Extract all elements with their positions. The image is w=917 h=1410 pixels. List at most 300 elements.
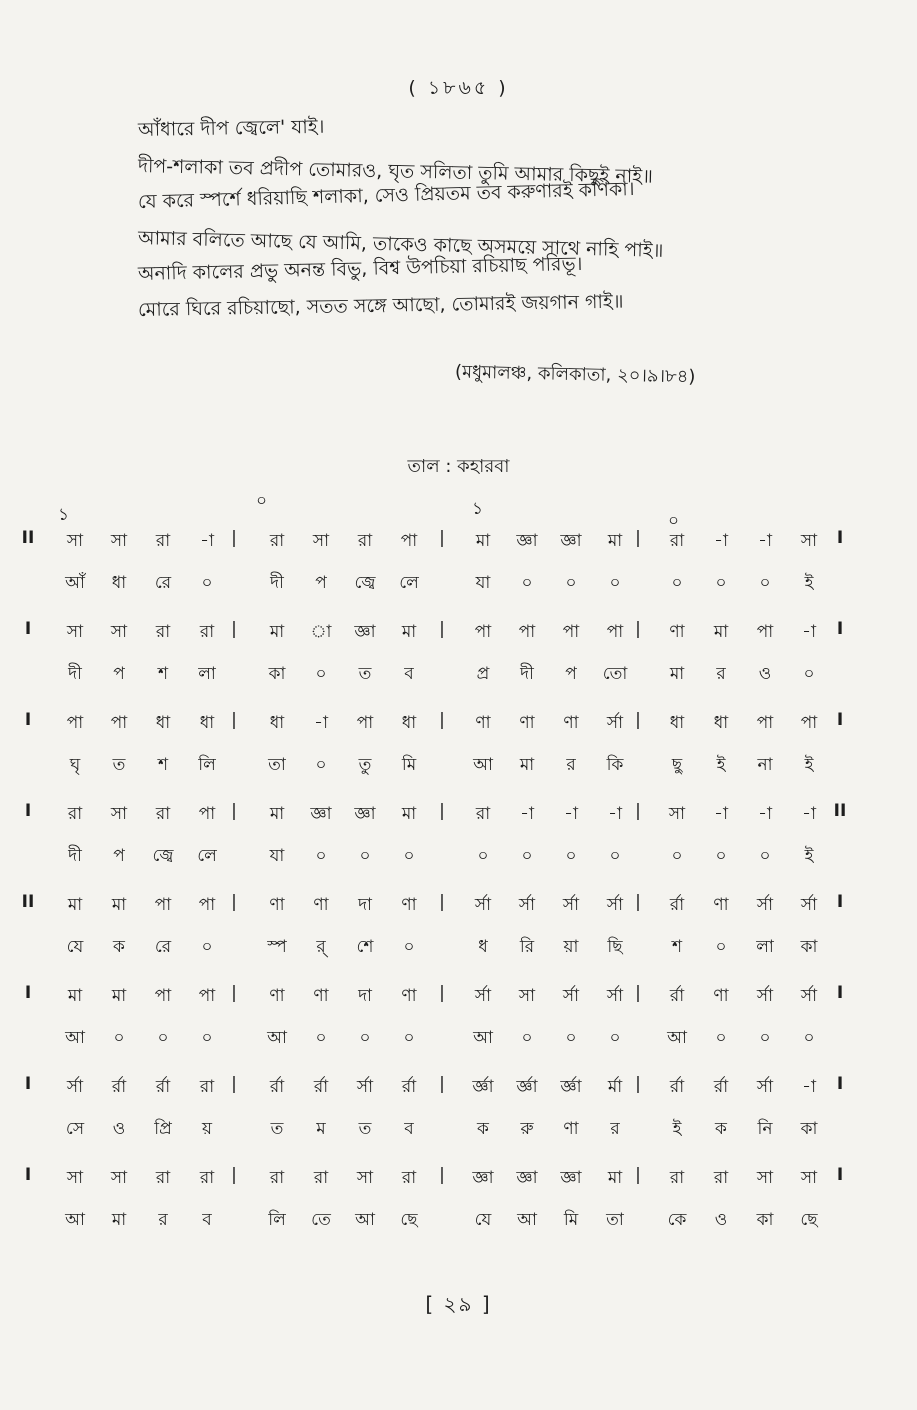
note-cell: মা xyxy=(475,531,491,551)
beat-barline: | xyxy=(635,528,641,548)
lyric-line: মোরে ঘিরে রচিয়াছো, সতত সঙ্গে আছো, তোমারই জয়গান গাই॥ xyxy=(137,290,624,321)
note-cell: মা xyxy=(607,1168,623,1188)
note-cell: র্রা xyxy=(313,1077,329,1097)
syllable-cell: নি xyxy=(757,1119,773,1139)
note-cell: র্সা xyxy=(518,895,536,915)
syllable-cell: প xyxy=(315,573,327,593)
beat-barline: | xyxy=(439,801,445,821)
syllable-cell: ০ xyxy=(715,573,727,593)
note-cell: মা xyxy=(269,622,285,642)
note-cell: র্সা xyxy=(800,895,818,915)
syllable-cell: ই xyxy=(716,755,726,775)
syllable-cell: মা xyxy=(111,1210,127,1230)
note-cell: -া xyxy=(564,804,578,824)
swaralipi-row xyxy=(20,801,880,841)
note-cell: দা xyxy=(358,986,372,1006)
end-barline: I xyxy=(836,619,844,639)
note-cell: র্রা xyxy=(713,1077,729,1097)
note-cell: সা xyxy=(110,1168,128,1188)
lyric-line: দীপ-শলাকা তব প্রদীপ তোমারও, ঘৃত সলিতা তুমি আমার কিছুই নাই॥ xyxy=(137,155,654,188)
syllable-cell: র xyxy=(566,755,576,775)
note-cell: জ্ঞা xyxy=(560,531,582,551)
note-cell: রা xyxy=(669,531,685,551)
note-cell: সা xyxy=(66,1168,84,1188)
note-cell: পা xyxy=(198,895,216,915)
note-cell: মা xyxy=(269,804,285,824)
lyric-syllable-row xyxy=(20,1207,880,1247)
note-cell: ধা xyxy=(401,713,417,733)
note-cell: মা xyxy=(67,895,83,915)
syllable-cell: লে xyxy=(399,573,419,593)
syllable-cell: ০ xyxy=(113,1028,125,1048)
lyric-line: যে করে স্পর্শে ধরিয়াছি শলাকা, সেও প্রিয়তম তব করুণারই কণিকা। xyxy=(137,178,635,213)
syllable-cell: ০ xyxy=(759,1028,771,1048)
syllable-cell: ছে xyxy=(400,1210,418,1230)
end-barline: I xyxy=(836,1165,844,1185)
syllable-cell: রে xyxy=(154,937,172,957)
beat-barline: | xyxy=(439,1074,445,1094)
note-cell: পা xyxy=(356,713,374,733)
beat-barline: | xyxy=(231,619,237,639)
syllable-cell: ও xyxy=(112,1119,126,1139)
syllable-cell: র xyxy=(716,664,726,684)
note-cell: র্রা xyxy=(269,1077,285,1097)
notation-block xyxy=(20,983,880,1074)
syllable-cell: ত xyxy=(112,755,126,775)
syllable-cell: ০ xyxy=(715,937,727,957)
note-cell: জ্ঞা xyxy=(310,804,332,824)
syllable-cell: আ xyxy=(473,1028,493,1048)
note-cell: -া xyxy=(802,622,816,642)
syllable-cell: আ xyxy=(65,1028,85,1048)
syllable-cell: ও xyxy=(758,664,772,684)
syllable-cell: আঁ xyxy=(65,573,85,593)
beat-barline: | xyxy=(231,1074,237,1094)
note-cell: র্সা xyxy=(66,1077,84,1097)
note-cell: মা xyxy=(713,622,729,642)
syllable-cell: আ xyxy=(517,1210,537,1230)
note-cell: র্সা xyxy=(606,986,624,1006)
note-cell: রা xyxy=(357,531,373,551)
end-barline: I xyxy=(836,1074,844,1094)
swaralipi-row xyxy=(20,528,880,568)
note-cell: মা xyxy=(401,622,417,642)
note-cell: সা xyxy=(66,622,84,642)
note-cell: রা xyxy=(199,1168,215,1188)
syllable-cell: আ xyxy=(267,1028,287,1048)
beat-marks-row xyxy=(20,488,880,531)
syllable-cell: ০ xyxy=(565,1028,577,1048)
syllable-cell: ০ xyxy=(609,846,621,866)
syllable-cell: ০ xyxy=(803,1028,815,1048)
lyric-line: আঁধারে দীপ জ্বেলে' যাই। xyxy=(137,115,325,141)
note-cell: র্রা xyxy=(669,895,685,915)
syllable-cell: কা xyxy=(268,664,286,684)
syllable-cell: যা xyxy=(269,846,285,866)
beat-barline: | xyxy=(439,619,445,639)
note-cell: জ্ঞা xyxy=(354,804,376,824)
note-cell: র্সা xyxy=(756,895,774,915)
note-cell: রা xyxy=(155,531,171,551)
syllable-cell: না xyxy=(757,755,773,775)
syllable-cell: শ xyxy=(157,664,169,684)
note-cell: -া xyxy=(758,804,772,824)
beat-barline: | xyxy=(231,801,237,821)
source-citation: (মধুমালঞ্চ, কলিকাতা, ২০।৯।৮৪) xyxy=(454,361,696,388)
note-cell: র্সা xyxy=(606,713,624,733)
syllable-cell: র xyxy=(610,1119,620,1139)
syllable-cell: মা xyxy=(519,755,535,775)
note-cell: -া xyxy=(714,804,728,824)
syllable-cell: যে xyxy=(66,937,84,957)
syllable-cell: ০ xyxy=(201,937,213,957)
end-barline: I xyxy=(836,983,844,1003)
note-cell: মা xyxy=(111,895,127,915)
page-number: [ ২৯ ] xyxy=(425,1292,492,1316)
note-cell: র্সা xyxy=(606,895,624,915)
syllable-cell: য় xyxy=(201,1119,212,1139)
notation-block xyxy=(20,1165,880,1256)
note-cell: র্সা xyxy=(562,895,580,915)
syllable-cell: ০ xyxy=(671,846,683,866)
note-cell: পা xyxy=(518,622,536,642)
beat-barline: | xyxy=(231,892,237,912)
note-cell: পা xyxy=(756,713,774,733)
beat-barline: | xyxy=(635,801,641,821)
note-cell: া xyxy=(310,622,332,642)
syllable-cell: তে xyxy=(311,1210,331,1230)
note-cell: জ্ঞা xyxy=(516,1168,538,1188)
syllable-cell: ছি xyxy=(607,937,623,957)
note-cell: র্রা xyxy=(401,1077,417,1097)
lyric-syllable-row xyxy=(20,752,880,792)
syllable-cell: কে xyxy=(667,1210,687,1230)
note-cell: জ্ঞা xyxy=(472,1168,494,1188)
notation-block xyxy=(20,710,880,801)
beat-barline: | xyxy=(439,983,445,1003)
note-cell: র্সা xyxy=(356,1077,374,1097)
note-cell: র্সা xyxy=(756,1077,774,1097)
beat-barline: | xyxy=(439,528,445,548)
syllable-cell: ০ xyxy=(315,1028,327,1048)
syllable-cell: ০ xyxy=(565,846,577,866)
note-cell: রা xyxy=(155,622,171,642)
note-cell: র্রা xyxy=(669,1077,685,1097)
syllable-cell: লে xyxy=(197,846,217,866)
note-cell: র্রা xyxy=(111,1077,127,1097)
syllable-cell: শে xyxy=(356,937,374,957)
swaralipi-row xyxy=(20,1165,880,1205)
note-cell: ধা xyxy=(669,713,685,733)
syllable-cell: ০ xyxy=(359,846,371,866)
syllable-cell: ব xyxy=(404,1119,414,1139)
beat-barline: | xyxy=(231,710,237,730)
start-barline: I xyxy=(24,1165,32,1185)
note-cell: -া xyxy=(802,1077,816,1097)
syllable-cell: ০ xyxy=(403,937,415,957)
note-cell: সা xyxy=(800,1168,818,1188)
syllable-cell: ০ xyxy=(759,573,771,593)
notation-block xyxy=(20,1074,880,1165)
syllable-cell: ই xyxy=(804,846,814,866)
syllable-cell: ০ xyxy=(521,846,533,866)
syllable-cell: ই xyxy=(804,573,814,593)
start-barline: I xyxy=(24,983,32,1003)
notation-grid xyxy=(20,488,880,1256)
note-cell: জ্ঞা xyxy=(354,622,376,642)
syllable-cell: ০ xyxy=(201,573,213,593)
syllable-cell: ঘৃ xyxy=(69,755,81,775)
syllable-cell: ক xyxy=(477,1119,489,1139)
taal-heading: তাল : কহারবা xyxy=(407,456,510,477)
syllable-cell: প্রি xyxy=(154,1119,172,1139)
note-cell: পা xyxy=(154,895,172,915)
syllable-cell: মা xyxy=(669,664,685,684)
syllable-cell: জ্বে xyxy=(152,846,174,866)
note-cell: জ্ঞা xyxy=(516,531,538,551)
note-cell: ণা xyxy=(669,622,685,642)
syllable-cell: তু xyxy=(358,755,372,775)
lyric-line: আমার বলিতে আছে যে আমি, তাকেও কাছে অসময়ে সাথে নাহি পাই॥ xyxy=(137,227,664,262)
note-cell: মা xyxy=(401,804,417,824)
syllable-cell: প্র xyxy=(476,664,490,684)
note-cell: ণা xyxy=(519,713,535,733)
beat-mark: ০ xyxy=(256,491,268,511)
syllable-cell: ০ xyxy=(565,573,577,593)
note-cell: পা xyxy=(800,713,818,733)
syllable-cell: ত xyxy=(270,1119,284,1139)
note-cell: ধা xyxy=(199,713,215,733)
syllable-cell: ০ xyxy=(715,1028,727,1048)
note-cell: রা xyxy=(67,804,83,824)
note-cell: রা xyxy=(155,1168,171,1188)
syllable-cell: লা xyxy=(198,664,216,684)
note-cell: সা xyxy=(110,531,128,551)
lyric-syllable-row xyxy=(20,1025,880,1065)
note-cell: -া xyxy=(520,804,534,824)
note-cell: -া xyxy=(802,804,816,824)
beat-mark: ০ xyxy=(668,511,680,531)
syllable-cell: মি xyxy=(563,1210,579,1230)
note-cell: মা xyxy=(607,531,623,551)
note-cell: র্সা xyxy=(562,986,580,1006)
beat-barline: | xyxy=(439,710,445,730)
syllable-cell: শ xyxy=(157,755,169,775)
syllable-cell: রি xyxy=(519,937,535,957)
note-cell: -া xyxy=(714,531,728,551)
syllable-cell: ম xyxy=(316,1119,326,1139)
syllable-cell: রু xyxy=(520,1119,534,1139)
syllable-cell: য়া xyxy=(563,937,579,957)
notation-block xyxy=(20,801,880,892)
beat-barline: | xyxy=(635,1074,641,1094)
note-cell: রা xyxy=(199,1077,215,1097)
syllable-cell: ০ xyxy=(609,1028,621,1048)
syllable-cell: ক xyxy=(113,937,125,957)
note-cell: রা xyxy=(713,1168,729,1188)
note-cell: পা xyxy=(66,713,84,733)
beat-barline: | xyxy=(231,528,237,548)
start-barline: I xyxy=(24,801,32,821)
note-cell: সা xyxy=(110,804,128,824)
start-barline: I xyxy=(24,1074,32,1094)
note-cell: র্সা xyxy=(474,895,492,915)
start-barline: II xyxy=(21,892,35,912)
syllable-cell: র xyxy=(158,1210,168,1230)
lyric-syllable-row xyxy=(20,1116,880,1156)
syllable-cell: আ xyxy=(65,1210,85,1230)
note-cell: ণা xyxy=(269,986,285,1006)
syllable-cell: ০ xyxy=(403,1028,415,1048)
swaralipi-row xyxy=(20,619,880,659)
syllable-cell: তো xyxy=(602,664,628,684)
note-cell: -া xyxy=(200,531,214,551)
notation-block xyxy=(20,892,880,983)
lyric-syllable-row xyxy=(20,661,880,701)
syllable-cell: ০ xyxy=(609,573,621,593)
syllable-cell: ০ xyxy=(315,755,327,775)
note-cell: মা xyxy=(67,986,83,1006)
note-cell: ণা xyxy=(713,895,729,915)
syllable-cell: দী xyxy=(520,664,534,684)
note-cell: ণা xyxy=(401,895,417,915)
syllable-cell: প xyxy=(113,846,125,866)
note-cell: সা xyxy=(356,1168,374,1188)
start-barline: I xyxy=(24,710,32,730)
syllable-cell: ০ xyxy=(315,846,327,866)
note-cell: ণা xyxy=(563,713,579,733)
syllable-cell: প xyxy=(113,664,125,684)
syllable-cell: ছে xyxy=(800,1210,818,1230)
syllable-cell: ০ xyxy=(671,573,683,593)
syllable-cell: ধা xyxy=(111,573,127,593)
note-cell: সা xyxy=(518,986,536,1006)
syllable-cell: দী xyxy=(270,573,284,593)
syllable-cell: দী xyxy=(68,846,82,866)
note-cell: পা xyxy=(400,531,418,551)
note-cell: -া xyxy=(314,713,328,733)
notation-block xyxy=(20,619,880,710)
note-cell: পা xyxy=(110,713,128,733)
syllable-cell: দী xyxy=(68,664,82,684)
syllable-cell: ব xyxy=(202,1210,212,1230)
note-cell: রা xyxy=(199,622,215,642)
syllable-cell: ০ xyxy=(759,846,771,866)
note-cell: রা xyxy=(669,1168,685,1188)
syllable-cell: ত xyxy=(358,664,372,684)
note-cell: রা xyxy=(401,1168,417,1188)
beat-barline: | xyxy=(439,1165,445,1185)
beat-barline: | xyxy=(231,1165,237,1185)
syllable-cell: ত xyxy=(358,1119,372,1139)
note-cell: সা xyxy=(668,804,686,824)
beat-barline: | xyxy=(635,983,641,1003)
syllable-cell: ই xyxy=(672,1119,682,1139)
start-barline: I xyxy=(24,619,32,639)
syllable-cell: ছু xyxy=(671,755,683,775)
note-cell: র্রা xyxy=(669,986,685,1006)
syllable-cell: মি xyxy=(401,755,417,775)
syllable-cell: ০ xyxy=(803,664,815,684)
note-cell: পা xyxy=(562,622,580,642)
note-cell: পা xyxy=(474,622,492,642)
syllable-cell: লি xyxy=(198,755,216,775)
lyric-syllable-row xyxy=(20,570,880,610)
syllable-cell: ক xyxy=(715,1119,727,1139)
syllable-cell: ০ xyxy=(201,1028,213,1048)
note-cell: সা xyxy=(312,531,330,551)
note-cell: র্সা xyxy=(474,986,492,1006)
note-cell: ণা xyxy=(475,713,491,733)
beat-barline: | xyxy=(635,619,641,639)
syllable-cell: ০ xyxy=(521,1028,533,1048)
note-cell: সা xyxy=(800,531,818,551)
end-barline: I xyxy=(836,710,844,730)
note-cell: র্মা xyxy=(607,1077,623,1097)
note-cell: র্জ্ঞা xyxy=(472,1077,494,1097)
note-cell: ধা xyxy=(713,713,729,733)
syllable-cell: র্ xyxy=(316,937,326,957)
note-cell: সা xyxy=(110,622,128,642)
note-cell: -া xyxy=(608,804,622,824)
syllable-cell: ও xyxy=(714,1210,728,1230)
note-cell: পা xyxy=(756,622,774,642)
syllable-cell: তা xyxy=(268,755,286,775)
note-cell: রা xyxy=(269,531,285,551)
note-cell: পা xyxy=(198,986,216,1006)
syllable-cell: আ xyxy=(667,1028,687,1048)
note-cell: র্রা xyxy=(155,1077,171,1097)
swaralipi-row xyxy=(20,1074,880,1114)
syllable-cell: ০ xyxy=(157,1028,169,1048)
beat-mark: ১ xyxy=(472,499,484,519)
syllable-cell: যা xyxy=(475,573,491,593)
note-cell: ধা xyxy=(155,713,171,733)
note-cell: ণা xyxy=(713,986,729,1006)
beat-barline: | xyxy=(231,983,237,1003)
syllable-cell: ০ xyxy=(477,846,489,866)
note-cell: রা xyxy=(475,804,491,824)
note-cell: পা xyxy=(606,622,624,642)
syllable-cell: ০ xyxy=(715,846,727,866)
note-cell: -া xyxy=(758,531,772,551)
note-cell: সা xyxy=(66,531,84,551)
syllable-cell: যে xyxy=(474,1210,492,1230)
note-cell: রা xyxy=(313,1168,329,1188)
note-cell: সা xyxy=(756,1168,774,1188)
lyric-syllable-row xyxy=(20,843,880,883)
start-barline: II xyxy=(21,528,35,548)
notation-block xyxy=(20,528,880,619)
lyric-syllable-row xyxy=(20,934,880,974)
lyrics-block xyxy=(138,112,778,328)
beat-barline: | xyxy=(635,892,641,912)
syllable-cell: তা xyxy=(606,1210,624,1230)
note-cell: ধা xyxy=(269,713,285,733)
note-cell: ণা xyxy=(313,986,329,1006)
note-cell: জ্ঞা xyxy=(560,1168,582,1188)
note-cell: মা xyxy=(111,986,127,1006)
swaralipi-row xyxy=(20,983,880,1023)
syllable-cell: লি xyxy=(268,1210,286,1230)
beat-mark: ১ xyxy=(58,505,70,525)
syllable-cell: লা xyxy=(756,937,774,957)
song-number: ( ১৮৬৫ ) xyxy=(408,77,509,99)
beat-barline: | xyxy=(635,1165,641,1185)
syllable-cell: ই xyxy=(804,755,814,775)
syllable-cell: শ xyxy=(671,937,683,957)
syllable-cell: ০ xyxy=(359,1028,371,1048)
